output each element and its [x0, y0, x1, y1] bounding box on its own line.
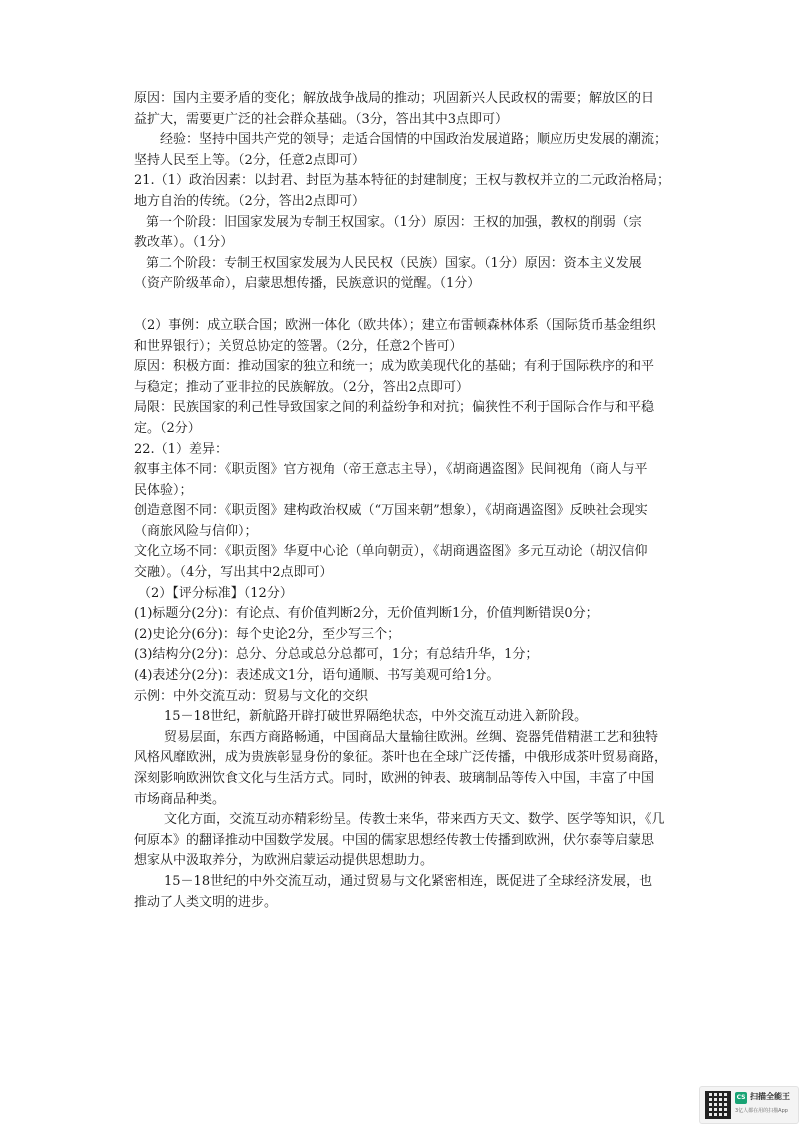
text-line: 21.（1）政治因素：以封君、封臣为基本特征的封建制度；王权与教权并立的二元政治格局； [134, 173, 670, 189]
text-line: 与稳定；推动了亚非拉的民族解放。（2分，答出2点即可） [134, 379, 470, 395]
text-line: 教改革）。（1分） [134, 235, 234, 251]
text-line: （2）事例：成立联合国；欧洲一体化（欧共体）；建立布雷顿森林体系（国际货币基金组织 [134, 317, 656, 333]
qr-code-icon [705, 1091, 731, 1119]
text-line: 经验：坚持中国共产党的领导；走适合国情的中国政治发展道路；顺应历史发展的潮流； [160, 132, 668, 148]
text-line: 叙事主体不同：《职贡图》官方视角（帝王意志主导），《胡商遇盗图》民间视角（商人与平 [134, 462, 648, 478]
text-line: 贸易层面，东西方商路畅通，中国商品大量输往欧洲。丝绸、瓷器凭借精湛工艺和独特 [164, 729, 659, 745]
camscanner-watermark [699, 1086, 799, 1124]
text-line: (3)结构分(2分)：总分、分总或总分总都可，1分；有总结升华，1分； [134, 647, 539, 663]
text-line: 第一个阶段：旧国家发展为专制王权国家。（1分）原因：王权的加强，教权的削弱（宗 [146, 214, 642, 230]
text-line: 22.（1）差异： [134, 441, 228, 457]
text-line: 第二个阶段：专制王权国家发展为人民民权（民族）国家。（1分）原因：资本主义发展 [146, 255, 642, 271]
text-line: 文化立场不同：《职贡图》华夏中心论（单向朝贡），《胡商遇盗图》多元互动论（胡汉信仰 [134, 544, 648, 560]
text-line: 市场商品种类。 [134, 791, 226, 807]
text-line: 交融）。（4分，写出其中2点即可） [134, 565, 333, 581]
text-line: （2）【评分标准】（12分） [138, 585, 293, 601]
text-line: （资产阶级革命），启蒙思想传播，民族意识的觉醒。（1分） [134, 276, 481, 292]
text-line: 文化方面，交流互动亦精彩纷呈。传教士来华，带来西方天文、数学、医学等知识，《几 [164, 812, 665, 828]
watermark-title: 扫描全能王 [750, 1092, 790, 1101]
text-line: (4)表述分(2分)：表述成文1分，语句通顺、书写美观可给1分。 [134, 668, 500, 684]
text-line: 定。（2分） [134, 420, 201, 436]
text-line: 原因：积极方面：推动国家的独立和统一；成为欧美现代化的基础；有利于国际秩序的和平 [134, 359, 655, 375]
text-line: 15－18世纪的中外交流互动，通过贸易与文化紧密相连，既促进了全球经济发展，也 [164, 873, 653, 889]
text-line: 益扩大，需要更广泛的社会群众基础。（3分，答出其中3点即可） [134, 111, 509, 127]
text-line: (1)标题分(2分)：有论点、有价值判断2分，无价值判断1分，价值判断错误0分； [134, 606, 599, 622]
text-line: 坚持人民至上等。（2分，任意2点即可） [134, 152, 366, 168]
text-line: 15－18世纪，新航路开辟打破世界隔绝状态，中外交流互动进入新阶段。 [164, 709, 588, 725]
document-page [134, 89, 674, 913]
text-line: 地方自治的传统。（2分，答出2点即可） [134, 193, 366, 209]
camscanner-logo-icon: CS [735, 1092, 747, 1104]
text-line: (2)史论分(6分)：每个史论2分，至少写三个； [134, 626, 401, 642]
text-line: 推动了人类文明的进步。 [134, 894, 278, 910]
text-line: 局限：民族国家的利己性导致国家之间的利益纷争和对抗；偏狭性不利于国际合作与和平稳 [134, 400, 655, 416]
text-line: 民体验）； [134, 482, 193, 498]
text-line: 和世界银行）；关贸总协定的签署。（2分，任意2个皆可） [134, 338, 463, 354]
text-line: 创造意图不同：《职贡图》建构政治权威（“万国来朝”想象），《胡商遇盗图》反映社会现实 [134, 503, 648, 519]
text-line: 想家从中汲取养分，为欧洲启蒙运动提供思想助力。 [134, 853, 434, 869]
watermark-subtitle: 3亿人都在用的扫描App [735, 1108, 788, 1114]
text-line: 深刻影响欧洲饮食文化与生活方式。同时，欧洲的钟表、玻璃制品等传入中国，丰富了中国 [134, 771, 655, 786]
text-line: 原因：国内主要矛盾的变化；解放战争战局的推动；巩固新兴人民政权的需要；解放区的日 [134, 91, 655, 106]
text-line: 示例：中外交流互动：贸易与文化的交织 [134, 688, 369, 704]
blank-line [134, 295, 674, 316]
text-line: （商旅风险与信仰）； [134, 523, 258, 539]
text-line: 风格风靡欧洲，成为贵族彰显身份的象征。茶叶也在全球广泛传播，中俄形成茶叶贸易商路， [134, 750, 668, 766]
text-line: 何原本》的翻译推动中国数学发展。中国的儒家思想经传教士传播到欧洲，伏尔泰等启蒙思 [134, 832, 655, 848]
